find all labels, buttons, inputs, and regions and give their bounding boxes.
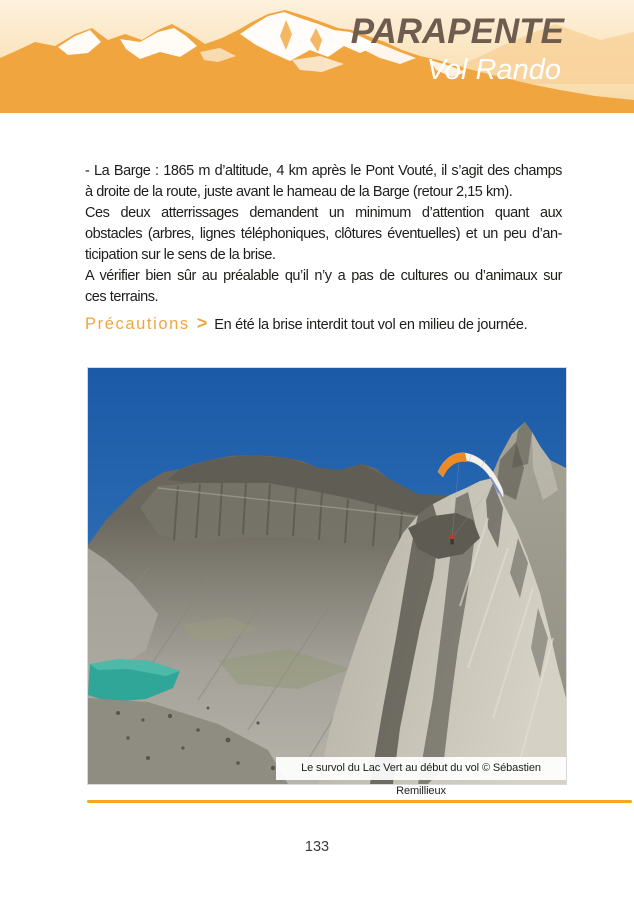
body-line: A vérifier bien sûr au préalable qu’il n’y a pas de cultures ou d’animaux sur: [85, 268, 562, 284]
page-header: [0, 0, 634, 113]
body-line: Ces deux atterrissages demandent un minimum d’attention quant aux: [85, 205, 562, 221]
photo-caption: Le survol du Lac Vert au début du vol © Sébastien Remillieux: [276, 757, 566, 780]
body-line: - La Barge : 1865 m d’altitude, 4 km après le Pont Vouté, il s’agit des champs: [85, 163, 562, 179]
precautions-label: Précautions: [85, 315, 190, 333]
body-line: ces terrains.: [85, 289, 159, 305]
body-line: ticipation sur le sens de la brise.: [85, 247, 276, 263]
body-line: à droite de la route, juste avant le hameau de la Barge (retour 2,15 km).: [85, 184, 513, 200]
precautions-row: [85, 313, 562, 336]
precautions-arrow-icon: >: [196, 313, 208, 333]
mountain-photo-illustration: [88, 368, 566, 784]
body-paragraph: [85, 203, 562, 266]
body-paragraph: [85, 266, 562, 308]
precautions-text: En été la brise interdit tout vol en milieu de journée.: [214, 317, 528, 333]
footer-rule: [87, 800, 632, 803]
photo-figure: [88, 368, 566, 797]
body-text: [85, 161, 562, 308]
body-paragraph: [85, 161, 562, 203]
page-subtitle: Vol Rando: [426, 54, 561, 86]
page-title: PARAPENTE: [350, 12, 564, 51]
page-number: 133: [304, 839, 330, 855]
body-line: obstacles (arbres, lignes téléphoniques, clôtures éventuelles) et un peu d’an-: [85, 226, 562, 242]
